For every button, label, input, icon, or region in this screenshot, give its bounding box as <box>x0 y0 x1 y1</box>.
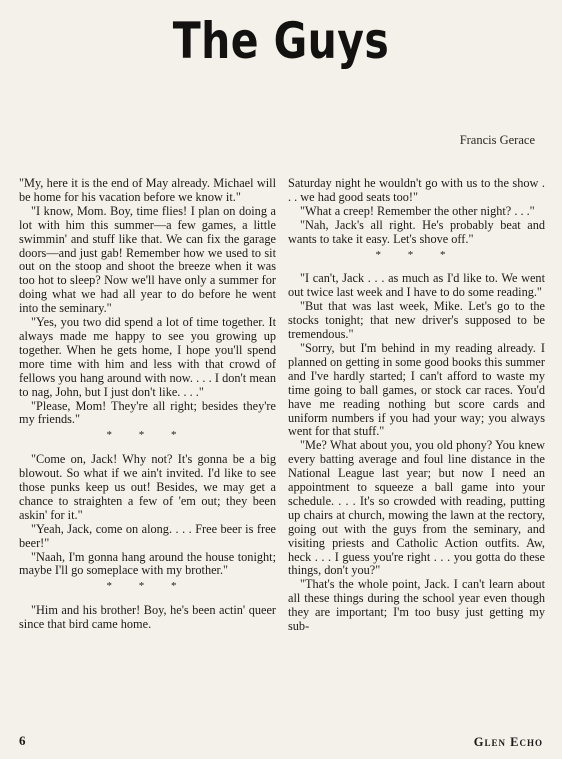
paragraph: "Me? What about you, you old phony? You knew every batting average and foul line distance in the National League last year; but now I need an appointment to squeeze a ball game into your schedule. . . . It's so crowded with reading, putting up chairs at church, mowing the lawn at the rectory, going out with the guys from the seminary, and visiting priests and Catholic Action outfits. Aw, heck . . . I guess you're right . . . you gotta do these things, don't you?" <box>288 438 545 578</box>
paragraph: "Come on, Jack! Why not? It's gonna be a big blowout. So what if we ain't invited. I'd like to see those punks keep us out! Besides, we may get a chance to straighten a few of 'em out; they been askin' for it." <box>19 452 276 522</box>
paragraph: "That's the whole point, Jack. I can't learn about all these things during the school year even though they are important; I'm too busy just getting my sub- <box>288 577 545 634</box>
paragraph: "Him and his brother! Boy, he's been actin' queer since that bird came home. <box>19 603 276 632</box>
paragraph: "Sorry, but I'm behind in my reading already. I planned on getting in some good books this summer and I've hardly started; I can't afford to waste my time going to ball games, or stock car races. You'd have me reading nothing but score cards and uniform numbers if you had your way; you always went for that stuff." <box>288 340 545 439</box>
section-separator: * * * <box>375 248 458 261</box>
paragraph: Saturday night he wouldn't go with us to the show . . . we had good seats too!" <box>288 176 545 204</box>
page-number: 6 <box>19 733 26 748</box>
paragraph: "What a creep! Remember the other night? . . ." <box>300 203 535 218</box>
author-byline: Francis Gerace <box>459 133 535 147</box>
left-column <box>19 177 276 632</box>
paragraph: "Naah, I'm gonna hang around the house tonight; maybe I'll go someplace with my brother." <box>19 549 276 578</box>
story-title: The Guys <box>172 12 390 70</box>
section-separator: * * * <box>106 580 189 593</box>
paragraph: "Nah, Jack's all right. He's probably beat and wants to take it easy. Let's shove off." <box>288 217 545 246</box>
section-separator: * * * <box>106 429 189 442</box>
paragraph: "My, here it is the end of May already. Michael will be home for his vacation before we know it." <box>19 176 276 204</box>
paragraph: "Yes, you two did spend a lot of time together. It always made me happy to see you growing up together. When he gets home, I hope you'll spend more time with him and less with that crowd of fellows you hang around with now. . . . I don't mean to nag, John, but I just don't like. . . ." <box>19 315 276 399</box>
paragraph: "I can't, Jack . . . as much as I'd like to. We went out twice last week and I have to do some reading." <box>288 271 545 300</box>
paragraph: "Yeah, Jack, come on along. . . . Free beer is free beer!" <box>19 521 276 550</box>
paragraph: "But that was last week, Mike. Let's go to the stocks tonight; that new driver's supposed to be tremendous." <box>288 299 545 342</box>
magazine-name: Glen Echo <box>473 735 543 749</box>
right-column <box>288 177 545 634</box>
paragraph: "Please, Mom! They're all right; besides they're my friends." <box>19 398 276 427</box>
paragraph: "I know, Mom. Boy, time flies! I plan on doing a lot with him this summer—a few games, a little swimmin' and stuff like that. We can fix the garage doors—and just gab! Remember how we used to sit out on the stoop and shoot the breeze when it was too hot to sleep? Now we'll have only a summer for doing what we had all year to do before he went into the seminary." <box>19 203 276 316</box>
